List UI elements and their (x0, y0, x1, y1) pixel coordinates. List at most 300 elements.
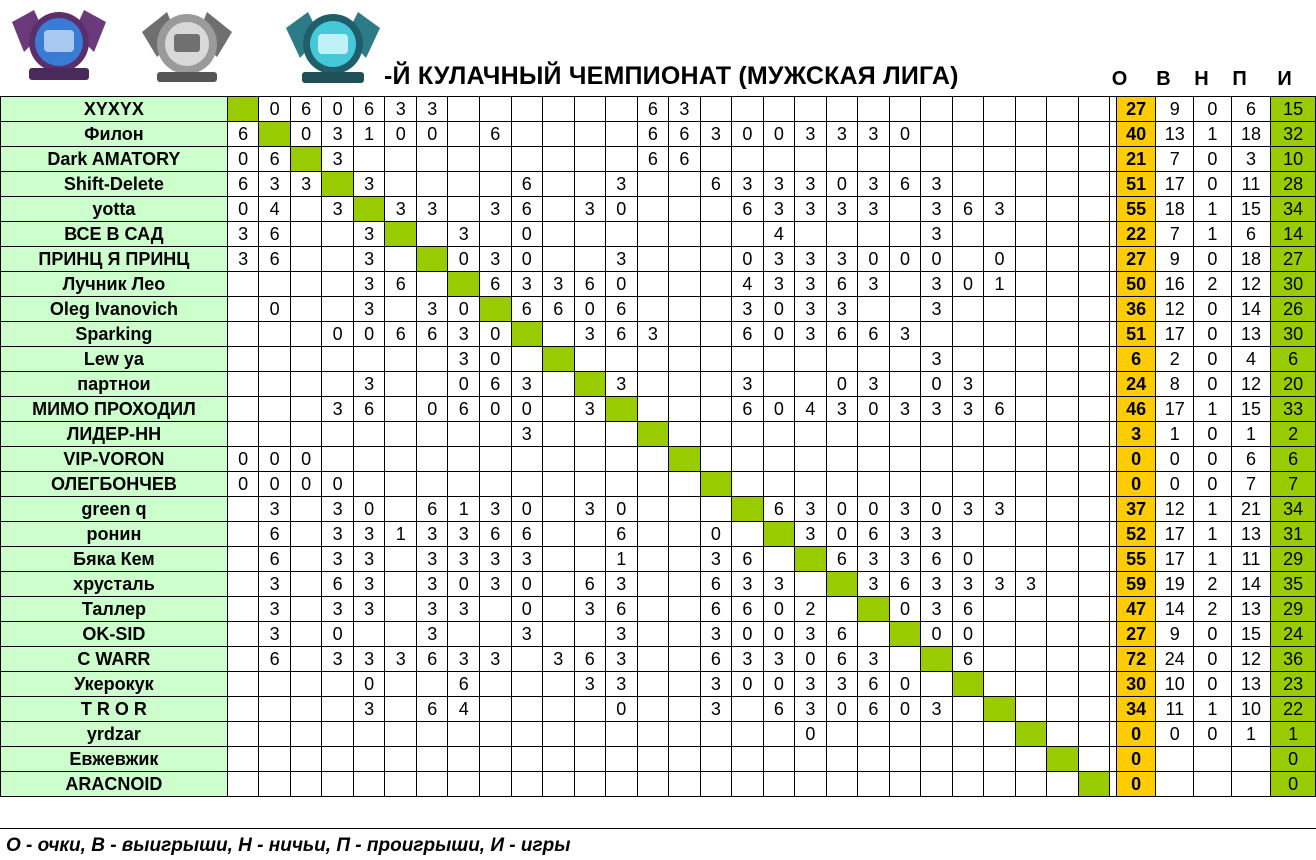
score-cell (763, 722, 795, 747)
score-cell (1078, 322, 1109, 347)
score-cell: 3 (952, 572, 984, 597)
score-cell: 6 (416, 497, 448, 522)
score-cell (448, 622, 480, 647)
score-cell: 3 (606, 572, 638, 597)
games-cell: 30 (1271, 322, 1316, 347)
score-cell: 3 (858, 372, 890, 397)
spacer-cell (1109, 672, 1116, 697)
points-cell: 52 (1116, 522, 1156, 547)
score-cell: 3 (259, 497, 291, 522)
score-cell (353, 347, 385, 372)
score-cell (700, 722, 732, 747)
draws-cell: 0 (1194, 97, 1232, 122)
draws-cell: 0 (1194, 347, 1232, 372)
score-cell (1047, 372, 1078, 397)
score-cell (1047, 97, 1078, 122)
player-name: OK-SID (1, 622, 228, 647)
score-cell (700, 147, 732, 172)
score-cell (416, 472, 448, 497)
draws-cell: 0 (1194, 622, 1232, 647)
score-cell (637, 347, 669, 372)
score-cell: 6 (353, 97, 385, 122)
score-cell (290, 547, 322, 572)
draws-cell: 0 (1194, 297, 1232, 322)
score-cell: 4 (732, 272, 764, 297)
score-cell (637, 497, 669, 522)
score-cell (669, 372, 701, 397)
spacer-cell (1109, 297, 1116, 322)
score-cell (1078, 397, 1109, 422)
score-cell (984, 372, 1016, 397)
score-cell (479, 147, 511, 172)
score-cell (290, 772, 322, 797)
spacer-cell (1109, 697, 1116, 722)
score-cell: 3 (669, 97, 701, 122)
score-cell: 0 (259, 97, 291, 122)
score-cell (1015, 447, 1047, 472)
score-cell: 6 (543, 297, 575, 322)
score-cell: 3 (322, 547, 354, 572)
score-cell: 3 (858, 197, 890, 222)
score-cell (322, 347, 354, 372)
team-logo-cyan-icon (278, 2, 388, 88)
score-cell (479, 172, 511, 197)
spacer-cell (1109, 547, 1116, 572)
score-cell: 0 (511, 572, 543, 597)
score-cell: 0 (763, 322, 795, 347)
score-cell (511, 647, 543, 672)
score-cell (952, 97, 984, 122)
player-name: ВСЕ В САД (1, 222, 228, 247)
score-cell (574, 422, 606, 447)
score-cell: 3 (637, 322, 669, 347)
score-cell: 6 (416, 322, 448, 347)
score-cell (543, 697, 575, 722)
score-cell: 1 (448, 497, 480, 522)
score-cell (763, 422, 795, 447)
diagonal-cell (416, 247, 448, 272)
player-name: Филон (1, 122, 228, 147)
score-cell (858, 422, 890, 447)
score-cell (385, 247, 417, 272)
games-cell: 23 (1271, 672, 1316, 697)
spacer-cell (1109, 747, 1116, 772)
diagonal-cell (385, 222, 417, 247)
score-cell (921, 447, 953, 472)
score-cell (606, 447, 638, 472)
points-cell: 27 (1116, 622, 1156, 647)
score-cell (795, 472, 827, 497)
score-cell (700, 772, 732, 797)
score-cell (1015, 172, 1047, 197)
table-row (1, 747, 1316, 772)
score-cell (385, 622, 417, 647)
score-cell: 0 (732, 247, 764, 272)
score-cell (637, 222, 669, 247)
score-cell: 6 (574, 272, 606, 297)
score-cell: 3 (732, 297, 764, 322)
draws-cell: 1 (1194, 547, 1232, 572)
draws-cell: 0 (1194, 422, 1232, 447)
score-cell: 1 (606, 547, 638, 572)
wins-cell: 11 (1156, 697, 1194, 722)
score-cell: 3 (732, 372, 764, 397)
score-cell (353, 772, 385, 797)
player-name: Лучник Лео (1, 272, 228, 297)
losses-cell (1231, 772, 1271, 797)
score-cell: 6 (479, 372, 511, 397)
score-cell: 0 (700, 522, 732, 547)
results-table (0, 96, 1316, 797)
score-cell (952, 522, 984, 547)
score-cell: 3 (921, 397, 953, 422)
score-cell: 6 (259, 522, 291, 547)
score-cell (858, 222, 890, 247)
score-cell: 3 (385, 97, 417, 122)
diagonal-cell (889, 622, 921, 647)
diagonal-cell (984, 697, 1016, 722)
score-cell (826, 722, 858, 747)
games-cell: 27 (1271, 247, 1316, 272)
wins-cell: 1 (1156, 422, 1194, 447)
score-cell (1015, 697, 1047, 722)
draws-cell: 0 (1194, 247, 1232, 272)
score-cell (543, 622, 575, 647)
losses-cell: 12 (1231, 372, 1271, 397)
score-cell (889, 447, 921, 472)
games-cell: 32 (1271, 122, 1316, 147)
points-cell: 47 (1116, 597, 1156, 622)
score-cell (889, 722, 921, 747)
score-cell (889, 747, 921, 772)
score-cell: 0 (826, 172, 858, 197)
score-cell: 6 (637, 122, 669, 147)
games-cell: 6 (1271, 347, 1316, 372)
score-cell (984, 447, 1016, 472)
score-cell (763, 747, 795, 772)
score-cell (416, 372, 448, 397)
losses-cell: 3 (1231, 147, 1271, 172)
score-cell (637, 372, 669, 397)
score-cell (795, 772, 827, 797)
score-cell: 0 (763, 622, 795, 647)
score-cell: 6 (889, 572, 921, 597)
score-cell (416, 447, 448, 472)
score-cell: 0 (479, 397, 511, 422)
score-cell (1078, 697, 1109, 722)
score-cell (1078, 572, 1109, 597)
diagonal-cell (763, 522, 795, 547)
spacer-cell (1109, 147, 1116, 172)
losses-cell: 14 (1231, 572, 1271, 597)
score-cell (1078, 597, 1109, 622)
spacer-cell (1109, 622, 1116, 647)
score-cell: 0 (416, 122, 448, 147)
score-cell: 0 (952, 272, 984, 297)
score-cell (669, 697, 701, 722)
score-cell (259, 772, 291, 797)
score-cell (984, 147, 1016, 172)
score-cell: 3 (606, 247, 638, 272)
score-cell: 3 (763, 247, 795, 272)
losses-cell: 11 (1231, 172, 1271, 197)
score-cell (448, 197, 480, 222)
score-cell (259, 422, 291, 447)
score-cell (290, 597, 322, 622)
score-cell (1015, 772, 1047, 797)
score-cell: 6 (952, 197, 984, 222)
score-cell (543, 447, 575, 472)
score-cell: 4 (448, 697, 480, 722)
score-cell: 3 (353, 597, 385, 622)
score-cell: 3 (606, 172, 638, 197)
score-cell: 3 (826, 397, 858, 422)
score-cell (227, 747, 259, 772)
score-cell (606, 472, 638, 497)
page-title: -Й КУЛАЧНЫЙ ЧЕМПИОНАТ (МУЖСКАЯ ЛИГА) (384, 62, 959, 90)
score-cell: 0 (984, 247, 1016, 272)
score-cell: 0 (826, 697, 858, 722)
table-row (1, 672, 1316, 697)
score-cell: 6 (511, 197, 543, 222)
score-cell (984, 172, 1016, 197)
table-row (1, 472, 1316, 497)
score-cell: 3 (574, 197, 606, 222)
points-cell: 72 (1116, 647, 1156, 672)
score-cell: 3 (795, 497, 827, 522)
score-cell: 3 (353, 547, 385, 572)
score-cell: 6 (259, 647, 291, 672)
player-name: Бяка Кем (1, 547, 228, 572)
score-cell: 0 (322, 322, 354, 347)
score-cell (952, 747, 984, 772)
score-cell (416, 172, 448, 197)
score-cell: 0 (763, 297, 795, 322)
score-cell: 0 (606, 197, 638, 222)
score-cell (1078, 447, 1109, 472)
spacer-cell (1109, 472, 1116, 497)
score-cell: 3 (353, 247, 385, 272)
score-cell (416, 422, 448, 447)
diagonal-cell (669, 447, 701, 472)
score-cell (385, 447, 417, 472)
score-cell (669, 222, 701, 247)
score-cell (952, 222, 984, 247)
score-cell: 3 (511, 622, 543, 647)
score-cell (290, 222, 322, 247)
losses-cell: 13 (1231, 322, 1271, 347)
diagonal-cell (448, 272, 480, 297)
score-cell (606, 347, 638, 372)
score-cell (543, 472, 575, 497)
score-cell (1078, 172, 1109, 197)
points-cell: 36 (1116, 297, 1156, 322)
score-cell (479, 97, 511, 122)
score-cell: 3 (889, 397, 921, 422)
points-cell: 0 (1116, 722, 1156, 747)
table-row (1, 297, 1316, 322)
score-cell: 3 (416, 97, 448, 122)
draws-cell: 1 (1194, 522, 1232, 547)
score-cell (1015, 297, 1047, 322)
score-cell (889, 422, 921, 447)
score-cell (574, 222, 606, 247)
score-cell (637, 772, 669, 797)
wins-cell: 13 (1156, 122, 1194, 147)
score-cell: 6 (858, 672, 890, 697)
score-cell (1015, 597, 1047, 622)
table-row (1, 597, 1316, 622)
score-cell: 3 (322, 597, 354, 622)
score-cell (700, 297, 732, 322)
score-cell (385, 422, 417, 447)
games-cell: 1 (1271, 722, 1316, 747)
games-cell: 24 (1271, 622, 1316, 647)
score-cell (1015, 622, 1047, 647)
score-cell (385, 372, 417, 397)
score-cell: 3 (574, 497, 606, 522)
score-cell (1047, 197, 1078, 222)
score-cell (511, 447, 543, 472)
score-cell (1047, 122, 1078, 147)
score-cell (637, 397, 669, 422)
score-cell (669, 597, 701, 622)
score-cell (353, 447, 385, 472)
player-name: ПРИНЦ Я ПРИНЦ (1, 247, 228, 272)
score-cell (795, 347, 827, 372)
score-cell: 0 (479, 322, 511, 347)
table-row (1, 422, 1316, 447)
score-cell: 6 (259, 547, 291, 572)
spacer-cell (1109, 647, 1116, 672)
score-cell: 6 (669, 122, 701, 147)
score-cell (322, 447, 354, 472)
score-cell: 3 (479, 497, 511, 522)
score-cell (1047, 497, 1078, 522)
losses-cell: 1 (1231, 422, 1271, 447)
losses-cell: 7 (1231, 472, 1271, 497)
score-cell (669, 747, 701, 772)
points-cell: 22 (1116, 222, 1156, 247)
score-cell (1078, 297, 1109, 322)
score-cell (984, 97, 1016, 122)
score-cell: 6 (858, 697, 890, 722)
score-cell (385, 472, 417, 497)
score-cell: 3 (921, 572, 953, 597)
score-cell (1078, 672, 1109, 697)
score-cell (700, 397, 732, 422)
score-cell: 0 (606, 497, 638, 522)
player-name: Sparking (1, 322, 228, 347)
score-cell: 3 (889, 522, 921, 547)
score-cell (732, 447, 764, 472)
score-cell (921, 422, 953, 447)
diagonal-cell (227, 97, 259, 122)
score-cell: 0 (227, 147, 259, 172)
score-cell (669, 547, 701, 572)
score-cell: 0 (921, 247, 953, 272)
diagonal-cell (1078, 772, 1109, 797)
score-cell (227, 422, 259, 447)
score-cell: 3 (416, 197, 448, 222)
losses-cell: 6 (1231, 97, 1271, 122)
games-cell: 28 (1271, 172, 1316, 197)
score-cell (290, 372, 322, 397)
points-cell: 51 (1116, 172, 1156, 197)
score-cell (858, 722, 890, 747)
table-row (1, 272, 1316, 297)
score-cell: 0 (826, 497, 858, 522)
score-cell (952, 772, 984, 797)
spacer-cell (1109, 197, 1116, 222)
score-cell (543, 547, 575, 572)
points-cell: 3 (1116, 422, 1156, 447)
losses-cell: 13 (1231, 597, 1271, 622)
score-cell: 0 (732, 672, 764, 697)
score-cell (385, 397, 417, 422)
score-cell: 0 (511, 597, 543, 622)
score-cell (637, 472, 669, 497)
score-cell (1078, 547, 1109, 572)
score-cell (290, 572, 322, 597)
spacer-cell (1109, 447, 1116, 472)
score-cell (227, 597, 259, 622)
score-cell (1015, 347, 1047, 372)
score-cell: 0 (322, 97, 354, 122)
spacer-cell (1109, 597, 1116, 622)
score-cell: 0 (448, 372, 480, 397)
score-cell: 3 (385, 647, 417, 672)
diagonal-cell (543, 347, 575, 372)
score-cell (353, 622, 385, 647)
draws-cell: 1 (1194, 122, 1232, 147)
score-cell (543, 397, 575, 422)
score-cell (921, 472, 953, 497)
spacer-cell (1109, 497, 1116, 522)
legend (0, 828, 1316, 860)
wins-cell: 9 (1156, 247, 1194, 272)
score-cell (1078, 122, 1109, 147)
score-cell: 3 (479, 647, 511, 672)
score-cell (322, 272, 354, 297)
score-cell: 6 (826, 647, 858, 672)
score-cell (984, 347, 1016, 372)
score-cell (574, 247, 606, 272)
losses-cell: 6 (1231, 222, 1271, 247)
score-cell: 6 (606, 297, 638, 322)
score-cell: 6 (227, 172, 259, 197)
score-cell (227, 347, 259, 372)
score-cell: 3 (353, 697, 385, 722)
table-row (1, 397, 1316, 422)
score-cell: 0 (952, 547, 984, 572)
score-cell (858, 347, 890, 372)
score-cell: 3 (227, 247, 259, 272)
score-cell (889, 372, 921, 397)
games-cell: 0 (1271, 747, 1316, 772)
score-cell: 6 (606, 322, 638, 347)
losses-cell: 12 (1231, 647, 1271, 672)
score-cell (479, 772, 511, 797)
score-cell: 0 (511, 247, 543, 272)
score-cell: 3 (763, 572, 795, 597)
score-cell (479, 222, 511, 247)
losses-cell: 13 (1231, 522, 1271, 547)
score-cell: 3 (795, 197, 827, 222)
score-cell: 0 (574, 297, 606, 322)
score-cell (227, 272, 259, 297)
games-cell: 34 (1271, 197, 1316, 222)
